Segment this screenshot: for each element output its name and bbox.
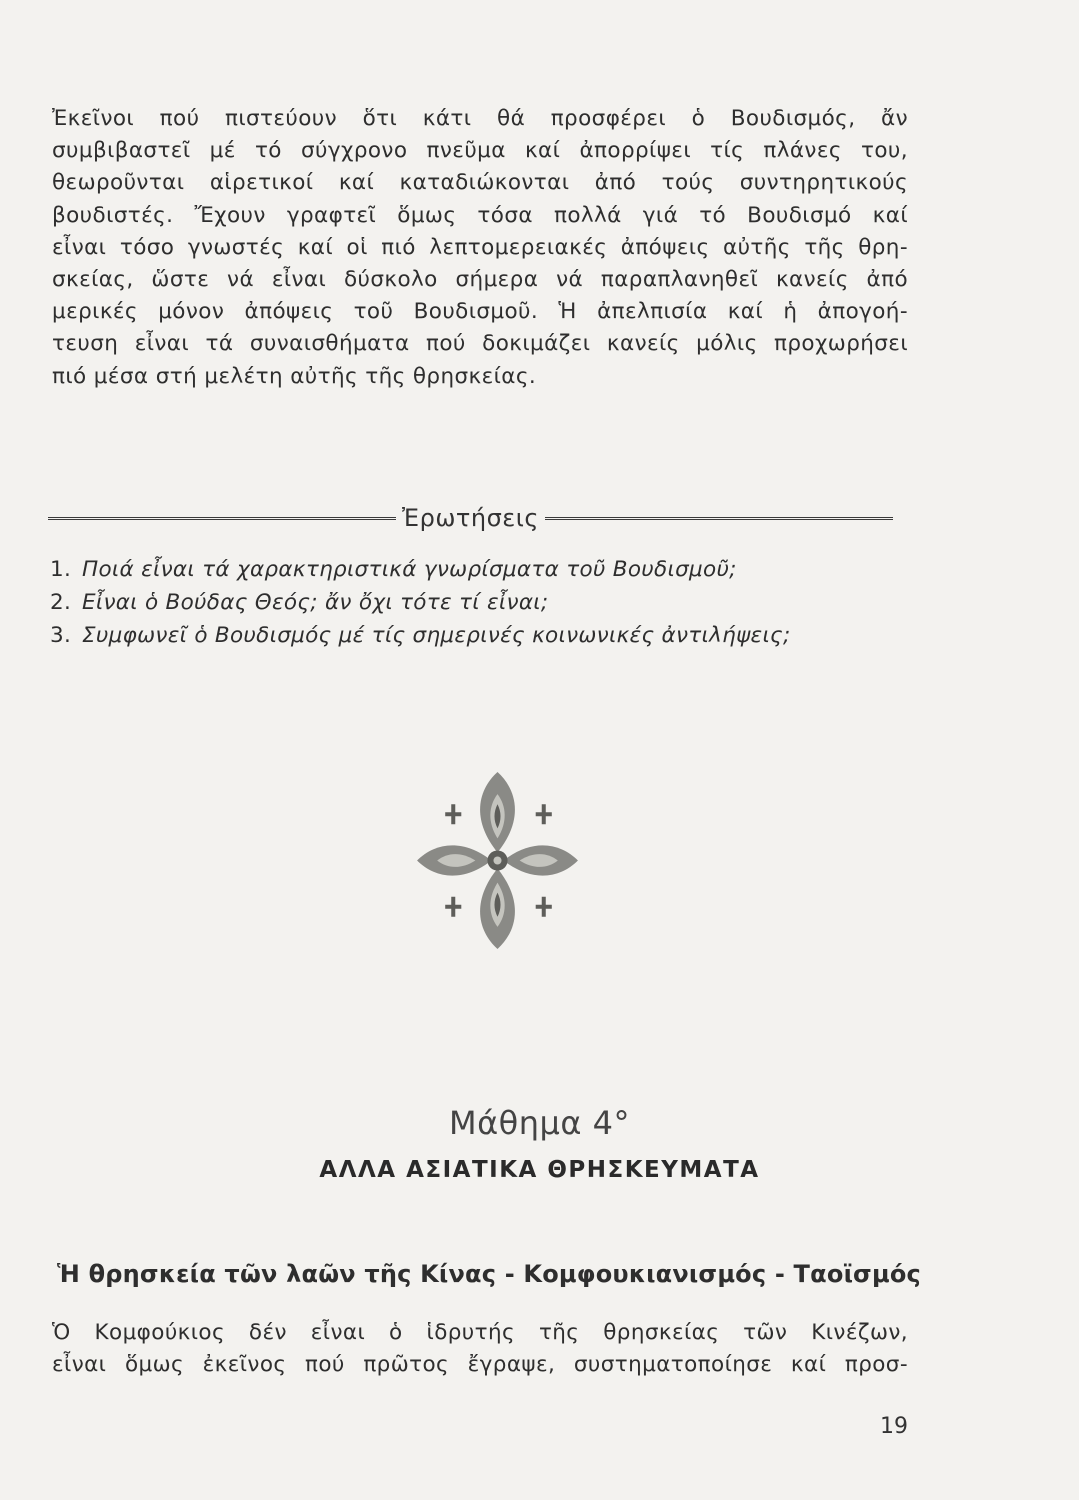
question-text: Ποιά εἶναι τά χαρακτηριστικά γνωρίσματα τοῦ Βουδισμοῦ;: [82, 557, 737, 582]
section-heading: Ἡ θρησκεία τῶν λαῶν τῆς Κίνας - Κομφουκιανισμός - Ταοϊσμός: [57, 1260, 921, 1288]
floral-ornament-icon: [415, 768, 580, 953]
question-item: [50, 619, 910, 652]
page-number: 19: [880, 1414, 908, 1439]
paragraph-line: τευση εἶναι τά συναισθήματα πού δοκιμάζει κανείς μόλις προχωρήσει: [52, 331, 908, 357]
question-number: 2.: [50, 590, 72, 615]
lesson-subtitle: ΑΛΛΑ ΑΣΙΑΤΙΚΑ ΘΡΗΣΚΕΥΜΑΤΑ: [319, 1157, 760, 1183]
lesson-title: Μάθημα 4°: [448, 1104, 631, 1142]
paragraph-line: μερικές μόνον ἀπόψεις τοῦ Βουδισμοῦ. Ἡ ἀπελπισία καί ἡ ἀπογοή-: [52, 299, 908, 325]
paragraph-line: σκείας, ὥστε νά εἶναι δύσκολο σήμερα νά παραπλανηθεῖ κανείς ἀπό: [52, 266, 908, 292]
paragraph-line: συμβιβαστεῖ μέ τό σύγχρονο πνεῦμα καί ἀπορρίψει τίς πλάνες του,: [52, 138, 908, 164]
divider-left: [48, 517, 396, 520]
paragraph-line: βουδιστές. Ἔχουν γραφτεῖ ὅμως τόσα πολλά γιά τό Βουδισμό καί: [52, 202, 908, 228]
paragraph-line: θεωροῦνται αἱρετικοί καί καταδιώκονται ἀπό τούς συντηρητικούς: [52, 170, 908, 196]
questions-title: Ἐρωτήσεις: [402, 504, 539, 532]
questions-list: [50, 553, 910, 652]
paragraph-line: Ὁ Κομφούκιος δέν εἶναι ὁ ἱδρυτής τῆς θρησκείας τῶν Κινέζων,: [52, 1320, 908, 1345]
question-text: Εἶναι ὁ Βούδας Θεός; ἄν ὄχι τότε τί εἶναι;: [82, 590, 549, 615]
intro-paragraph: [52, 103, 908, 393]
question-text: Συμφωνεῖ ὁ Βουδισμός μέ τίς σημερινές κοινωνικές ἀντιλήψεις;: [82, 623, 791, 648]
question-number: 3.: [50, 623, 72, 648]
divider-right: [545, 517, 893, 520]
question-item: [50, 586, 910, 619]
section-paragraph: [52, 1317, 908, 1381]
paragraph-line: Ἐκεῖνοι πού πιστεύουν ὅτι κάτι θά προσφέρει ὁ Βουδισμός, ἄν: [52, 106, 908, 131]
paragraph-line: εἶναι ὅμως ἐκεῖνος πού πρῶτος ἔγραψε, συστηματοποίησε καί προσ-: [52, 1352, 908, 1378]
question-number: 1.: [50, 557, 72, 582]
question-item: [50, 553, 910, 586]
questions-header: [48, 500, 893, 536]
paragraph-line: πιό μέσα στή μελέτη αὐτῆς τῆς θρησκείας.: [52, 363, 537, 389]
paragraph-line: εἶναι τόσο γνωστές καί οἱ πιό λεπτομερειακές ἀπόψεις αὐτῆς τῆς θρη-: [52, 234, 908, 260]
